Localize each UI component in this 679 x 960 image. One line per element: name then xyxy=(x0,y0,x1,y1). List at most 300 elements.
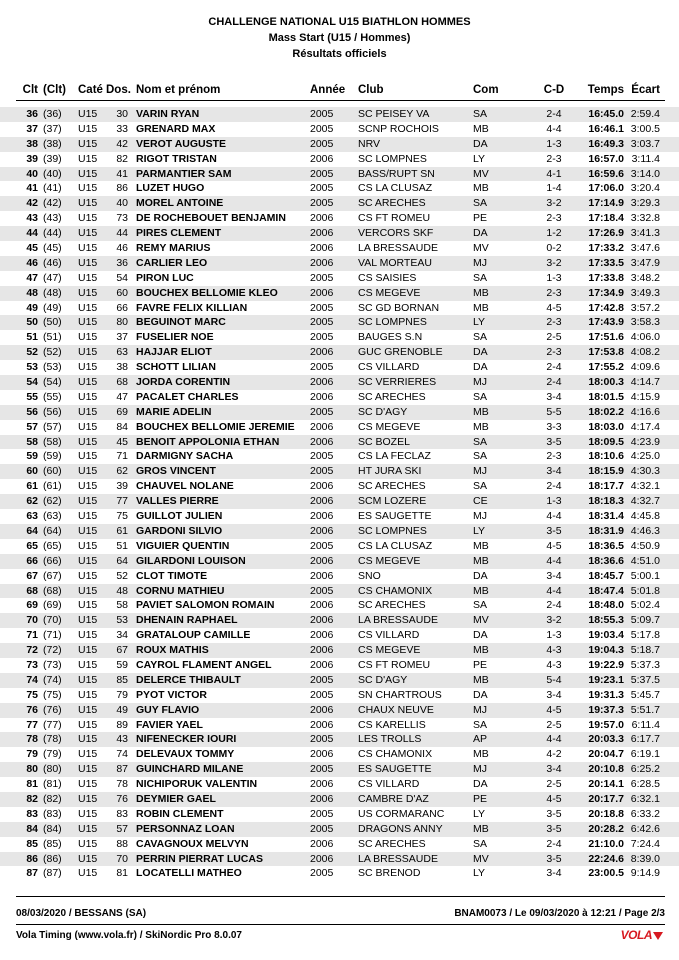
cell-rank: 38 xyxy=(26,137,38,150)
cell-committee: DA xyxy=(473,688,488,701)
cell-athlete-name: DEYMIER GAEL xyxy=(136,792,216,805)
cell-athlete-name: BEGUINOT MARC xyxy=(136,316,226,329)
cell-rank: 76 xyxy=(26,703,38,716)
cell-committee: SA xyxy=(473,718,488,731)
cell-shooting-cd: 1-2 xyxy=(546,227,562,240)
footer-info xyxy=(16,908,665,919)
cell-bib: 42 xyxy=(116,137,128,150)
cell-birth-year: 2006 xyxy=(310,644,334,657)
table-row xyxy=(0,435,679,450)
cell-athlete-name: PIRON LUC xyxy=(136,271,194,284)
cell-category: U15 xyxy=(78,510,98,523)
cell-time: 18:15.9 xyxy=(588,465,624,478)
cell-bib: 84 xyxy=(116,420,128,433)
cell-gap: 4:30.3 xyxy=(630,465,660,478)
cell-gap: 5:51.7 xyxy=(630,703,660,716)
cell-gap: 4:23.9 xyxy=(630,435,660,448)
cell-birth-year: 2006 xyxy=(310,554,334,567)
cell-bib: 75 xyxy=(116,510,128,523)
cell-athlete-name: DHENAIN RAPHAEL xyxy=(136,614,238,627)
cell-birth-year: 2006 xyxy=(310,435,334,448)
table-row xyxy=(0,732,679,747)
cell-prev-rank: (76) xyxy=(43,703,62,716)
cell-committee: MB xyxy=(473,748,489,761)
cell-bib: 74 xyxy=(116,748,128,761)
cell-rank: 64 xyxy=(26,524,38,537)
col-clt: Clt xyxy=(22,84,38,96)
table-row xyxy=(0,673,679,688)
cell-prev-rank: (45) xyxy=(43,242,62,255)
cell-prev-rank: (47) xyxy=(43,271,62,284)
cell-category: U15 xyxy=(78,137,98,150)
cell-shooting-cd: 3-4 xyxy=(546,569,562,582)
cell-bib: 51 xyxy=(116,539,128,552)
cell-prev-rank: (38) xyxy=(43,137,62,150)
cell-time: 19:03.4 xyxy=(588,629,624,642)
cell-prev-rank: (69) xyxy=(43,599,62,612)
cell-shooting-cd: 3-2 xyxy=(546,256,562,269)
cell-birth-year: 2005 xyxy=(310,450,334,463)
table-row xyxy=(0,226,679,241)
cell-shooting-cd: 3-5 xyxy=(546,435,562,448)
cell-rank: 44 xyxy=(26,227,38,240)
cell-committee: MJ xyxy=(473,703,487,716)
table-row xyxy=(0,747,679,762)
cell-category: U15 xyxy=(78,495,98,508)
cell-birth-year: 2006 xyxy=(310,152,334,165)
cell-bib: 57 xyxy=(116,822,128,835)
cell-bib: 47 xyxy=(116,390,128,403)
cell-gap: 5:37.3 xyxy=(630,658,660,671)
cell-time: 16:59.6 xyxy=(588,167,624,180)
cell-gap: 6:17.7 xyxy=(630,733,660,746)
table-row xyxy=(0,643,679,658)
cell-shooting-cd: 1-3 xyxy=(546,629,562,642)
report-header xyxy=(0,14,679,62)
cell-rank: 54 xyxy=(26,376,38,389)
cell-athlete-name: VEROT AUGUSTE xyxy=(136,137,227,150)
cell-club: CS VILLARD xyxy=(358,361,420,374)
cell-athlete-name: CORNU MATHIEU xyxy=(136,584,225,597)
cell-shooting-cd: 3-3 xyxy=(546,420,562,433)
cell-committee: SA xyxy=(473,435,488,448)
cell-shooting-cd: 3-5 xyxy=(546,524,562,537)
cell-shooting-cd: 3-4 xyxy=(546,688,562,701)
cell-time: 18:48.0 xyxy=(588,599,624,612)
cell-gap: 6:19.1 xyxy=(630,748,660,761)
col-committee: Com xyxy=(473,84,499,96)
cell-bib: 66 xyxy=(116,301,128,314)
cell-athlete-name: BOUCHEX BELLOMIE KLEO xyxy=(136,286,278,299)
cell-time: 20:17.7 xyxy=(588,792,624,805)
table-row xyxy=(0,792,679,807)
cell-bib: 73 xyxy=(116,212,128,225)
cell-prev-rank: (68) xyxy=(43,584,62,597)
cell-time: 19:37.3 xyxy=(588,703,624,716)
results-table xyxy=(0,107,679,881)
cell-bib: 67 xyxy=(116,644,128,657)
cell-prev-rank: (51) xyxy=(43,331,62,344)
cell-shooting-cd: 2-5 xyxy=(546,778,562,791)
cell-club: BAUGES S.N xyxy=(358,331,423,344)
cell-rank: 75 xyxy=(26,688,38,701)
cell-club: GUC GRENOBLE xyxy=(358,346,443,359)
cell-shooting-cd: 5-5 xyxy=(546,405,562,418)
cell-rank: 82 xyxy=(26,792,38,805)
vola-logo-text: VOLA xyxy=(620,928,652,942)
cell-gap: 4:50.9 xyxy=(630,539,660,552)
cell-committee: MB xyxy=(473,405,489,418)
cell-prev-rank: (79) xyxy=(43,748,62,761)
cell-prev-rank: (36) xyxy=(43,108,62,120)
cell-prev-rank: (63) xyxy=(43,510,62,523)
cell-birth-year: 2005 xyxy=(310,316,334,329)
cell-shooting-cd: 4-4 xyxy=(546,733,562,746)
cell-club: CS LA CLUSAZ xyxy=(358,182,433,195)
cell-birth-year: 2005 xyxy=(310,167,334,180)
cell-time: 18:36.6 xyxy=(588,554,624,567)
cell-category: U15 xyxy=(78,122,98,135)
cell-prev-rank: (86) xyxy=(43,852,62,865)
cell-category: U15 xyxy=(78,733,98,746)
cell-shooting-cd: 2-4 xyxy=(546,376,562,389)
cell-gap: 6:28.5 xyxy=(630,778,660,791)
cell-prev-rank: (78) xyxy=(43,733,62,746)
cell-club: SCM LOZERE xyxy=(358,495,427,508)
cell-athlete-name: PYOT VICTOR xyxy=(136,688,207,701)
cell-prev-rank: (50) xyxy=(43,316,62,329)
cell-club: SN CHARTROUS xyxy=(358,688,442,701)
cell-category: U15 xyxy=(78,569,98,582)
cell-birth-year: 2006 xyxy=(310,256,334,269)
cell-club: SC BOZEL xyxy=(358,435,410,448)
cell-committee: MJ xyxy=(473,465,487,478)
cell-category: U15 xyxy=(78,197,98,210)
cell-birth-year: 2005 xyxy=(310,465,334,478)
cell-bib: 62 xyxy=(116,465,128,478)
cell-committee: MB xyxy=(473,301,489,314)
cell-time: 21:10.0 xyxy=(588,837,624,850)
cell-birth-year: 2006 xyxy=(310,703,334,716)
cell-club: SC ARECHES xyxy=(358,197,426,210)
column-header-row xyxy=(0,82,679,98)
cell-athlete-name: PERRIN PIERRAT LUCAS xyxy=(136,852,263,865)
table-row xyxy=(0,271,679,286)
cell-time: 17:06.0 xyxy=(588,182,624,195)
cell-rank: 48 xyxy=(26,286,38,299)
cell-time: 18:18.3 xyxy=(588,495,624,508)
cell-bib: 46 xyxy=(116,242,128,255)
cell-gap: 4:46.3 xyxy=(630,524,660,537)
cell-rank: 53 xyxy=(26,361,38,374)
cell-prev-rank: (53) xyxy=(43,361,62,374)
cell-prev-rank: (48) xyxy=(43,286,62,299)
cell-rank: 45 xyxy=(26,242,38,255)
cell-shooting-cd: 2-5 xyxy=(546,718,562,731)
cell-athlete-name: MOREL ANTOINE xyxy=(136,197,224,210)
cell-rank: 52 xyxy=(26,346,38,359)
cell-category: U15 xyxy=(78,539,98,552)
cell-athlete-name: PARMANTIER SAM xyxy=(136,167,232,180)
cell-gap: 9:14.9 xyxy=(630,867,660,880)
table-row xyxy=(0,866,679,881)
cell-gap: 4:09.6 xyxy=(630,361,660,374)
cell-committee: DA xyxy=(473,346,488,359)
footer-software: Vola Timing (www.vola.fr) / SkiNordic Pro 8.0.07 xyxy=(16,930,242,941)
cell-club: CS LA FECLAZ xyxy=(358,450,431,463)
cell-prev-rank: (58) xyxy=(43,435,62,448)
cell-prev-rank: (40) xyxy=(43,167,62,180)
cell-birth-year: 2006 xyxy=(310,614,334,627)
cell-athlete-name: VARIN RYAN xyxy=(136,108,200,120)
cell-bib: 81 xyxy=(116,867,128,880)
cell-time: 17:55.2 xyxy=(588,361,624,374)
cell-category: U15 xyxy=(78,227,98,240)
cell-rank: 56 xyxy=(26,405,38,418)
cell-shooting-cd: 4-4 xyxy=(546,510,562,523)
cell-club: CAMBRE D'AZ xyxy=(358,792,429,805)
cell-prev-rank: (59) xyxy=(43,450,62,463)
cell-shooting-cd: 4-3 xyxy=(546,658,562,671)
cell-category: U15 xyxy=(78,822,98,835)
col-category: Caté xyxy=(78,84,103,96)
cell-category: U15 xyxy=(78,629,98,642)
cell-rank: 42 xyxy=(26,197,38,210)
cell-committee: SA xyxy=(473,599,488,612)
col-gap: Écart xyxy=(631,84,660,96)
cell-time: 18:55.3 xyxy=(588,614,624,627)
cell-committee: MV xyxy=(473,852,489,865)
cell-birth-year: 2006 xyxy=(310,420,334,433)
cell-gap: 4:32.7 xyxy=(630,495,660,508)
cell-prev-rank: (62) xyxy=(43,495,62,508)
cell-birth-year: 2006 xyxy=(310,495,334,508)
cell-bib: 41 xyxy=(116,167,128,180)
cell-time: 19:23.1 xyxy=(588,673,624,686)
cell-club: VAL MORTEAU xyxy=(358,256,432,269)
table-row xyxy=(0,539,679,554)
cell-committee: MV xyxy=(473,614,489,627)
cell-time: 19:31.3 xyxy=(588,688,624,701)
cell-gap: 3:20.4 xyxy=(630,182,660,195)
cell-club: BASS/RUPT SN xyxy=(358,167,435,180)
table-row xyxy=(0,107,679,122)
cell-category: U15 xyxy=(78,599,98,612)
cell-prev-rank: (75) xyxy=(43,688,62,701)
cell-committee: DA xyxy=(473,137,488,150)
cell-athlete-name: FUSELIER NOE xyxy=(136,331,214,344)
cell-time: 18:03.0 xyxy=(588,420,624,433)
table-row xyxy=(0,658,679,673)
cell-athlete-name: HAJJAR ELIOT xyxy=(136,346,212,359)
cell-shooting-cd: 2-5 xyxy=(546,331,562,344)
cell-rank: 86 xyxy=(26,852,38,865)
cell-category: U15 xyxy=(78,286,98,299)
cell-gap: 3:41.3 xyxy=(630,227,660,240)
cell-category: U15 xyxy=(78,778,98,791)
table-row xyxy=(0,360,679,375)
cell-birth-year: 2005 xyxy=(310,301,334,314)
cell-shooting-cd: 3-5 xyxy=(546,852,562,865)
cell-gap: 5:37.5 xyxy=(630,673,660,686)
cell-bib: 87 xyxy=(116,763,128,776)
cell-shooting-cd: 5-4 xyxy=(546,673,562,686)
cell-category: U15 xyxy=(78,256,98,269)
cell-gap: 3:29.3 xyxy=(630,197,660,210)
cell-prev-rank: (52) xyxy=(43,346,62,359)
cell-gap: 7:24.4 xyxy=(630,837,660,850)
cell-bib: 85 xyxy=(116,673,128,686)
cell-bib: 78 xyxy=(116,778,128,791)
cell-gap: 3:47.6 xyxy=(630,242,660,255)
cell-committee: MJ xyxy=(473,376,487,389)
cell-birth-year: 2006 xyxy=(310,569,334,582)
cell-category: U15 xyxy=(78,584,98,597)
cell-gap: 4:45.8 xyxy=(630,510,660,523)
cell-athlete-name: PAVIET SALOMON ROMAIN xyxy=(136,599,275,612)
cell-time: 19:22.9 xyxy=(588,658,624,671)
cell-bib: 43 xyxy=(116,733,128,746)
cell-rank: 77 xyxy=(26,718,38,731)
cell-athlete-name: RIGOT TRISTAN xyxy=(136,152,217,165)
cell-gap: 4:14.7 xyxy=(630,376,660,389)
table-row xyxy=(0,554,679,569)
cell-committee: MB xyxy=(473,182,489,195)
cell-time: 20:10.8 xyxy=(588,763,624,776)
col-pclt: (Clt) xyxy=(43,84,66,96)
cell-committee: MB xyxy=(473,122,489,135)
cell-bib: 76 xyxy=(116,792,128,805)
cell-bib: 58 xyxy=(116,599,128,612)
table-row xyxy=(0,613,679,628)
cell-prev-rank: (46) xyxy=(43,256,62,269)
cell-athlete-name: GRATALOUP CAMILLE xyxy=(136,629,251,642)
table-row xyxy=(0,330,679,345)
report-title: CHALLENGE NATIONAL U15 BIATHLON HOMMES xyxy=(208,16,471,28)
cell-committee: MJ xyxy=(473,256,487,269)
cell-category: U15 xyxy=(78,108,98,120)
cell-time: 19:57.0 xyxy=(588,718,624,731)
report-subtitle: Mass Start (U15 / Hommes) xyxy=(268,32,411,44)
cell-rank: 39 xyxy=(26,152,38,165)
cell-committee: CE xyxy=(473,495,488,508)
cell-bib: 52 xyxy=(116,569,128,582)
cell-club: US CORMARANC xyxy=(358,807,445,820)
cell-rank: 55 xyxy=(26,390,38,403)
cell-shooting-cd: 0-2 xyxy=(546,242,562,255)
cell-prev-rank: (39) xyxy=(43,152,62,165)
cell-birth-year: 2005 xyxy=(310,673,334,686)
cell-prev-rank: (57) xyxy=(43,420,62,433)
cell-category: U15 xyxy=(78,465,98,478)
cell-athlete-name: FAVRE FELIX KILLIAN xyxy=(136,301,248,314)
cell-time: 17:42.8 xyxy=(588,301,624,314)
table-row xyxy=(0,718,679,733)
cell-prev-rank: (82) xyxy=(43,792,62,805)
cell-category: U15 xyxy=(78,763,98,776)
cell-bib: 88 xyxy=(116,837,128,850)
cell-gap: 4:32.1 xyxy=(630,480,660,493)
cell-athlete-name: GRENARD MAX xyxy=(136,122,216,135)
cell-prev-rank: (37) xyxy=(43,122,62,135)
cell-shooting-cd: 1-3 xyxy=(546,495,562,508)
table-row xyxy=(0,122,679,137)
cell-rank: 73 xyxy=(26,658,38,671)
cell-time: 20:04.7 xyxy=(588,748,624,761)
cell-rank: 41 xyxy=(26,182,38,195)
cell-category: U15 xyxy=(78,152,98,165)
cell-club: SC D'AGY xyxy=(358,673,408,686)
cell-time: 16:49.3 xyxy=(588,137,624,150)
table-row xyxy=(0,181,679,196)
cell-gap: 5:45.7 xyxy=(630,688,660,701)
cell-shooting-cd: 4-5 xyxy=(546,792,562,805)
cell-athlete-name: VIGUIER QUENTIN xyxy=(136,539,230,552)
cell-birth-year: 2005 xyxy=(310,361,334,374)
cell-birth-year: 2005 xyxy=(310,405,334,418)
cell-rank: 51 xyxy=(26,331,38,344)
cell-committee: LY xyxy=(473,524,486,537)
cell-athlete-name: PIRES CLEMENT xyxy=(136,227,222,240)
cell-category: U15 xyxy=(78,748,98,761)
cell-bib: 38 xyxy=(116,361,128,374)
table-row xyxy=(0,167,679,182)
cell-athlete-name: GILARDONI LOUISON xyxy=(136,554,246,567)
cell-gap: 5:00.1 xyxy=(630,569,660,582)
cell-club: CHAUX NEUVE xyxy=(358,703,434,716)
cell-committee: SA xyxy=(473,390,488,403)
cell-bib: 86 xyxy=(116,182,128,195)
cell-committee: LY xyxy=(473,152,486,165)
cell-club: LA BRESSAUDE xyxy=(358,614,438,627)
cell-gap: 4:06.0 xyxy=(630,331,660,344)
cell-prev-rank: (60) xyxy=(43,465,62,478)
cell-time: 17:53.8 xyxy=(588,346,624,359)
cell-prev-rank: (43) xyxy=(43,212,62,225)
cell-shooting-cd: 2-3 xyxy=(546,212,562,225)
cell-bib: 70 xyxy=(116,852,128,865)
cell-shooting-cd: 2-3 xyxy=(546,152,562,165)
cell-rank: 59 xyxy=(26,450,38,463)
cell-category: U15 xyxy=(78,644,98,657)
cell-category: U15 xyxy=(78,867,98,880)
cell-athlete-name: DELERCE THIBAULT xyxy=(136,673,241,686)
cell-birth-year: 2005 xyxy=(310,271,334,284)
cell-prev-rank: (54) xyxy=(43,376,62,389)
cell-birth-year: 2006 xyxy=(310,524,334,537)
cell-birth-year: 2005 xyxy=(310,733,334,746)
table-row xyxy=(0,852,679,867)
cell-shooting-cd: 3-4 xyxy=(546,763,562,776)
cell-athlete-name: ROBIN CLEMENT xyxy=(136,807,224,820)
col-bib: Dos. xyxy=(106,84,131,96)
cell-bib: 59 xyxy=(116,658,128,671)
cell-time: 18:31.4 xyxy=(588,510,624,523)
cell-bib: 54 xyxy=(116,271,128,284)
cell-shooting-cd: 3-4 xyxy=(546,867,562,880)
cell-shooting-cd: 3-5 xyxy=(546,807,562,820)
cell-birth-year: 2005 xyxy=(310,137,334,150)
cell-category: U15 xyxy=(78,703,98,716)
cell-gap: 6:42.6 xyxy=(630,822,660,835)
col-name: Nom et prénom xyxy=(136,84,221,96)
cell-bib: 83 xyxy=(116,807,128,820)
cell-committee: AP xyxy=(473,733,488,746)
cell-time: 17:14.9 xyxy=(588,197,624,210)
cell-rank: 87 xyxy=(26,867,38,880)
cell-rank: 68 xyxy=(26,584,38,597)
cell-athlete-name: DELEVAUX TOMMY xyxy=(136,748,235,761)
